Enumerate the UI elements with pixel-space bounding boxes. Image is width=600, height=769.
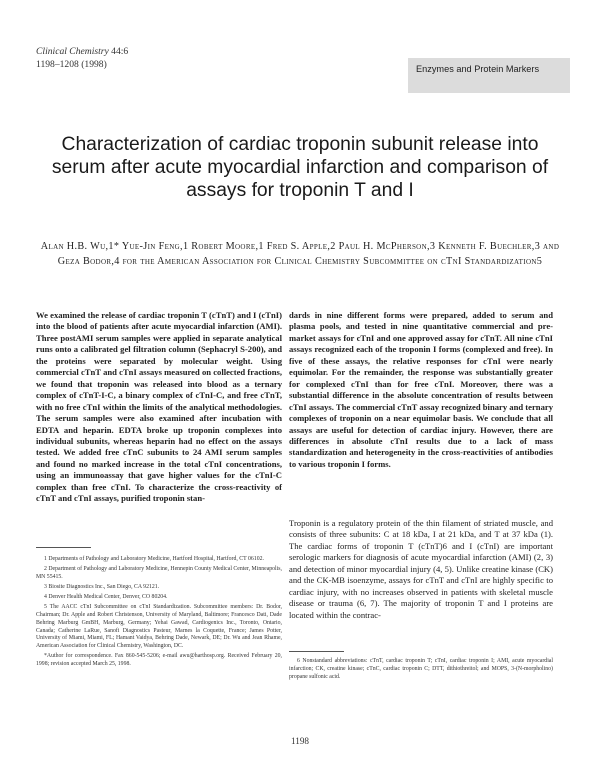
footnote-correspondence: *Author for correspondence. Fax 860-545-5206; e-mail awu@harthosp.org. Received February 20, 1998; revision accepted March 25, 1998. — [36, 653, 282, 668]
footnote-divider-right — [289, 651, 344, 652]
footnote: 4 Denver Health Medical Center, Denver, CO 80204. — [44, 593, 168, 600]
footnote-divider-left — [36, 547, 91, 548]
abstract-right-column: dards in nine different forms were prepared, added to serum and plasma pools, and tested in nine quantitative commercial and pre-market assays for cTnI and one approved assay for cTnT. All nine cTnI assays recognized each of the troponin I forms (complexed and free). In five of these assays, the relative responses for cTnI were nearly equimolar. For the remainder, the response was substantially greater for complexed cTnI than for free cTnI. Moreover, there was a substantial difference in the absolute concentration of results between cTnI assays. The commercial cTnT assay recognized binary and ternary complexes of troponin on a near equimolar basis. We conclude that all assays are useful for detection of cardiac injury. However, there are differences in absolute cTnI results due to a lack of mass standardization and heterogeneity in the cross-reactivities of antibodies to various troponin I forms. — [289, 310, 553, 469]
footnote: 2 Department of Pathology and Laboratory Medicine, Hennepin County Medical Center, Minneapolis, MN 55415. — [36, 566, 282, 580]
journal-name: Clinical Chemistry — [36, 46, 109, 57]
article-title: Characterization of cardiac troponin subunit release into serum after acute myocardial infarction and comparison of assays for troponin T and I — [51, 134, 549, 201]
abstract-left-column: We examined the release of cardiac troponin T (cTnT) and I (cTnI) into the blood of patients after acute myocardial infarction (AMI). Three postAMI serum samples were applied in separate analytical runs onto a calibrated gel filtration column (Sephacryl S-200), and the proteins were separated by molecular weight. Using commercial cTnT and cTnI assays measured on collected fractions, we found that troponin was released into blood as a ternary complex of cTnT-I-C, a binary complex of cTnI-C, and free cTnT, with no free cTnI within the limits of the analytical methodologies. The serum samples were also examined after incubation with EDTA and heparin. EDTA broke up troponin complexes into individual subunits, whereas heparin had no effect on the assays tested. We added free cTnC subunits to 24 AMI serum samples and found no marked increase in the total cTnI concentrations, using an immunoassay that gave higher values for the cTnI-C complex than free cTnI. To characterize the cross-reactivity of cTnT and cTnI assays, purified troponin stan- — [36, 310, 282, 504]
footnote: 1 Departments of Pathology and Laboratory Medicine, Hartford Hospital, Hartford, CT 06102. — [44, 556, 264, 562]
footnotes-right — [289, 658, 553, 684]
footnote: 5 The AACC cTnI Subcommittee on cTnI Standardization. Subcommittee members: Dr. Bodor, Chairman; Dr. Apple and Robert Christenson, University of Maryland, Baltimore; Francesco Dati, Dade Behring Marburg GmBH, Marburg, Germany; Yehai Gawad, Cardiogenics Inc., Toronto, Ontario, Canada; Catherine LaRue, Sanofi Diagnostics Pasteur, Marnes la Coquette, France; James Potter, University of Miami, Miami, FL; Hamant Vaidya, Behring Dade, Newark, DE; Dr. Wu and Jean Rhame, American Association for Clinical Chemistry, Washington, DC. — [36, 603, 282, 650]
section-label: Enzymes and Protein Markers — [416, 64, 540, 74]
section-label-box — [408, 58, 570, 93]
journal-citation — [36, 46, 128, 71]
volume-issue: 44:6 — [108, 46, 129, 57]
pages-year: 1198–1208 (1998) — [36, 58, 107, 70]
author-list: Alan H.B. Wu,1* Yue-Jin Feng,1 Robert Moore,1 Fred S. Apple,2 Paul H. McPherson,3 Kenneth F. Buechler,3 and Geza Bodor,4 for the American Association for Clinical Chemistry Subcommittee on cTnI Standardization5 — [40, 241, 560, 267]
page-number: 1198 — [290, 736, 310, 746]
intro-paragraph: Troponin is a regulatory protein of the thin filament of striated muscle, and consists of three subunits: C at 18 kDa, I at 21 kDa, and T at 37 kDa (1). The cardiac forms of troponin T (cTnT)6 and I (cTnI) are important serologic markers for diagnosis of acute myocardial infarction (AMI) (2, 3) and detection of minor myocardial injury (4, 5). Unlike creatine kinase (CK) and the CK-MB isoenzyme, assays for cTnT and cTnI are highly specific to cardiac injury, with no increases observed in patients with skeletal muscle disease or trauma (6, 7). The majority of troponin T and I proteins are located within the contrac- — [289, 518, 553, 620]
footnote: 3 Biosite Diagnostics Inc., San Diego, CA 92121. — [44, 583, 160, 590]
footnotes-left — [36, 556, 282, 671]
footnote-abbreviations: 6 Nonstandard abbreviations: cTnT, cardiac troponin T; cTnI, cardiac troponin I; AMI, acute myocardial infarction; CK, creatine kinase; cTnC, cardiac troponin C; DTT, dithiothreitol; and MOPS, 3-(N-morpholino) propane sulfonic acid. — [289, 658, 553, 680]
